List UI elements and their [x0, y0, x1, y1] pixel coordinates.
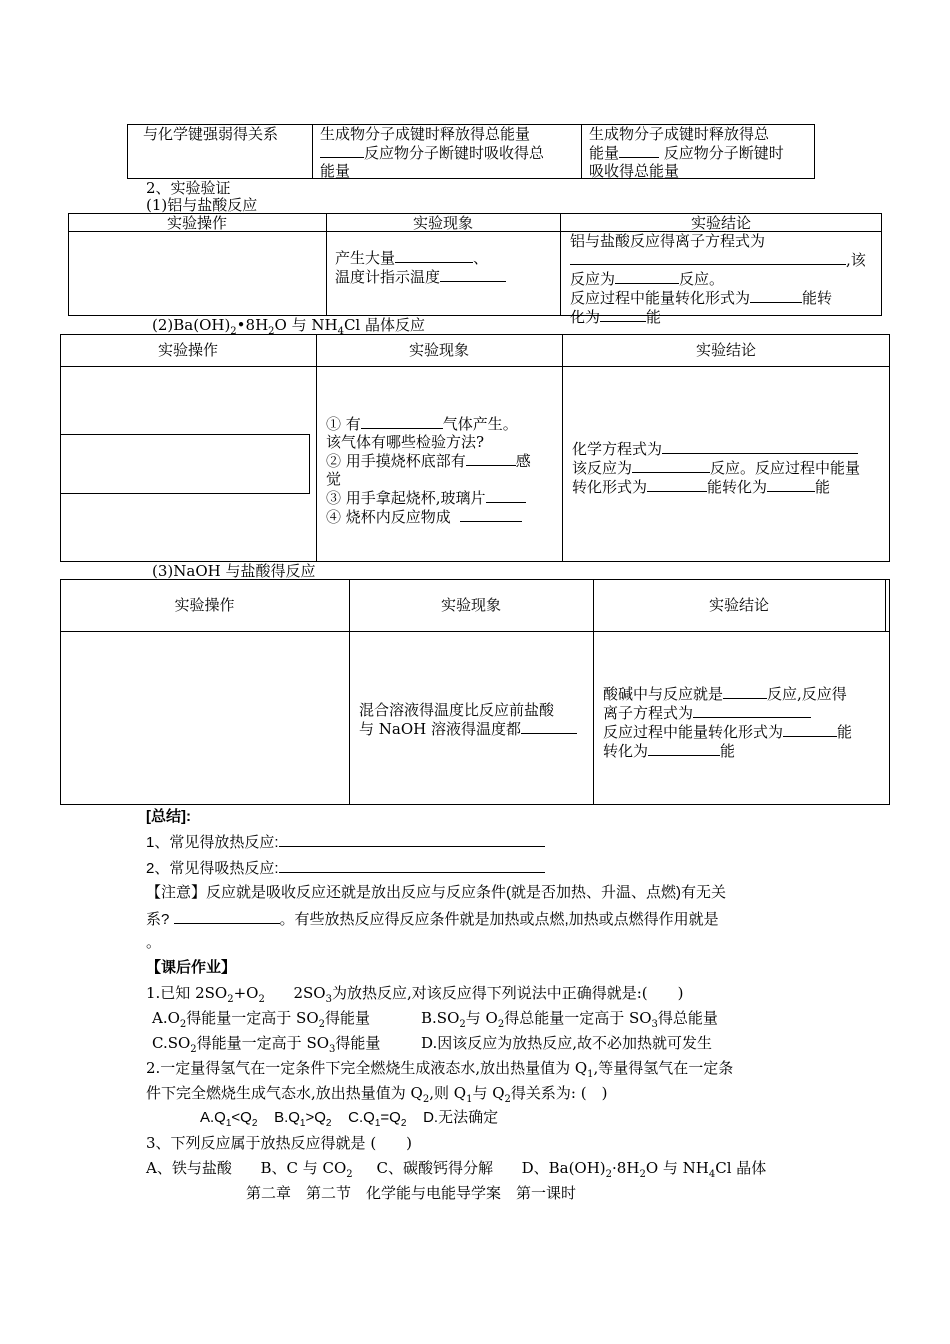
question-1-option-c: $C.SO_2$得能量一定高于 $SO_3$得能量	[152, 1034, 381, 1055]
header-operation: 实验操作	[174, 596, 235, 614]
note-line-2: 系? 。有些放热反应得反应条件就是加热或点燃,加热或点燃得作用就是	[146, 911, 719, 928]
question-1: 1.已知 $2SO_2+O_2$ $2SO_3$为放热反应,对该反应得下列说法中正确得就是:( )	[146, 984, 684, 1005]
exp2-conclusion: 化学方程式为 该反应为 反应。反应过程中能量 转化形式为 能转化为 能	[572, 440, 861, 496]
question-2-options: $A.Q_1<Q_2$ $B.Q_1>Q_2$ $C.Q_1=Q_2$ D.无法确定	[200, 1109, 499, 1129]
table-divider	[581, 124, 582, 179]
section-title: 2、实验验证	[146, 179, 231, 197]
exp2-title: $(2)Ba(OH)_2•8H_2O$ 与 $NH_4Cl$ 晶体反应	[152, 316, 425, 337]
header-phenomenon: 实验现象	[412, 214, 473, 232]
reactants-cell: 生成物分子成键时释放得总 能量 反应物分子断键时 吸收得总能量	[589, 125, 784, 180]
header-operation: 实验操作	[157, 341, 218, 359]
question-2-line-2: 件下完全燃烧生成气态水,放出热量值为 $Q_2$,则 $Q_1$与 $Q_2$得关系为: ( )	[146, 1084, 608, 1105]
exp3-title: (3)NaOH 与盐酸得反应	[152, 562, 316, 580]
table-divider	[885, 579, 886, 631]
question-3-options: A、铁与盐酸 B、C 与 $CO_2$ C、碳酸钙得分解 D、$Ba(OH)_2\cdot 8H_2O$ 与 $NH_4Cl$ 晶体	[146, 1159, 767, 1180]
summary-title: [总结]:	[146, 808, 191, 825]
exp2-phenomenon: ① 有 气体产生。 该气体有哪些检验方法? ② 用手摸烧杯底部有 感 觉 ③ 用手拿起烧杯,玻璃片 ④ 烧杯内反应物成	[326, 415, 531, 526]
next-section-heading: 第二章 第二节 化学能与电能导学案 第一课时	[246, 1184, 577, 1202]
question-2-line-1: 2.一定量得氢气在一定条件下完全燃烧生成液态水,放出热量值为 $Q_1$,等量得氢气在一定条	[146, 1059, 734, 1080]
table-divider	[312, 124, 313, 179]
summary-item-2: 2、常见得吸热反应:	[146, 858, 545, 878]
exp1-title: (1)铝与盐酸反应	[146, 196, 258, 214]
question-1-option-b: $B.SO_2$与 $O_2$得总能量一定高于 $SO_3$得总能量	[421, 1009, 718, 1030]
exp1-conclusion: 铝与盐酸反应得离子方程式为 ,该 反应为 反应。 反应过程中能量转化形式为 能转 化为 能	[570, 232, 866, 326]
header-conclusion: 实验结论	[708, 596, 769, 614]
table-divider	[316, 334, 317, 562]
inner-diagram-box	[60, 434, 310, 494]
exp3-phenomenon: 混合溶液得温度比反应前盐酸 与 NaOH 溶液得温度都	[359, 701, 591, 738]
exp3-conclusion: 酸碱中与反应就是 反应,反应得 离子方程式为 反应过程中能量转化形式为 能 转化为 能	[603, 685, 853, 760]
header-operation: 实验操作	[166, 214, 227, 232]
question-3: 3、下列反应属于放热反应得就是 ( )	[146, 1134, 413, 1152]
header-phenomenon: 实验现象	[440, 596, 501, 614]
question-1-option-a: $A.O_2$得能量一定高于 $SO_2$得能量	[152, 1009, 371, 1030]
header-conclusion: 实验结论	[690, 214, 751, 232]
table-divider	[60, 631, 890, 632]
homework-title: 【课后作业】	[146, 959, 237, 976]
header-phenomenon: 实验现象	[408, 341, 469, 359]
note-line-1: 【注意】反应就是吸收反应还就是放出反应与反应条件(就是否加热、升温、点燃)有无关	[146, 884, 726, 901]
table-divider	[60, 366, 890, 367]
note-line-3: 。	[146, 934, 162, 951]
row-label: 与化学键强弱得关系	[143, 125, 279, 143]
header-conclusion: 实验结论	[695, 341, 756, 359]
question-1-option-d: D.因该反应为放热反应,故不必加热就可发生	[421, 1034, 713, 1052]
exp1-phenomenon: 产生大量 、 温度计指示温度	[335, 248, 506, 286]
products-cell: 生成物分子成键时释放得总能量 反应物分子断键时吸收得总 能量	[320, 125, 545, 180]
table-divider	[562, 334, 563, 562]
summary-item-1: 1、常见得放热反应:	[146, 832, 545, 852]
